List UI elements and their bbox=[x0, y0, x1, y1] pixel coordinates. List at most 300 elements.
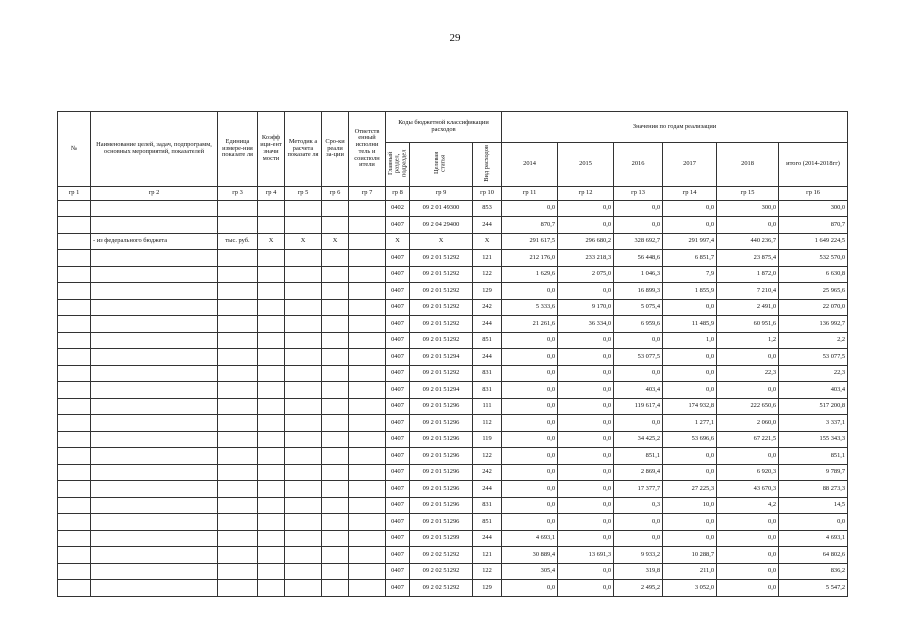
table-cell bbox=[285, 316, 322, 333]
table-cell: 300,0 bbox=[779, 200, 848, 217]
table-cell: 0407 bbox=[386, 497, 410, 514]
table-cell: 7 210,4 bbox=[717, 283, 779, 300]
table-cell: 09 2 01 51296 bbox=[410, 497, 473, 514]
table-cell bbox=[218, 431, 258, 448]
table-row bbox=[58, 530, 848, 547]
table-cell: 831 bbox=[473, 365, 502, 382]
table-cell bbox=[285, 580, 322, 597]
table-cell bbox=[91, 497, 218, 514]
table-cell bbox=[258, 431, 285, 448]
table-cell: 0,0 bbox=[663, 299, 717, 316]
table-cell: 0,0 bbox=[502, 448, 558, 465]
header-kbk-type: Вид расходов bbox=[473, 143, 502, 187]
table-cell: 09 2 02 51292 bbox=[410, 563, 473, 580]
page-number: 29 bbox=[449, 32, 461, 44]
table-cell: 2 495,2 bbox=[614, 580, 663, 597]
header-period: Сро-ки реали за-ции bbox=[322, 112, 349, 187]
table-cell bbox=[91, 200, 218, 217]
table-cell bbox=[258, 299, 285, 316]
header-name: Наименование целей, задач, подпрограмм, основных мероприятий, показателей bbox=[91, 112, 218, 187]
column-number: гр 5 bbox=[285, 186, 322, 200]
table-cell: 0407 bbox=[386, 398, 410, 415]
table-cell bbox=[258, 266, 285, 283]
table-cell bbox=[322, 217, 349, 234]
table-cell bbox=[58, 431, 91, 448]
table-cell bbox=[218, 316, 258, 333]
table-row bbox=[58, 415, 848, 432]
table-cell: 0,0 bbox=[717, 382, 779, 399]
table-cell bbox=[349, 481, 386, 498]
table-cell bbox=[218, 415, 258, 432]
table-cell bbox=[258, 547, 285, 564]
table-cell: 53 077,5 bbox=[779, 349, 848, 366]
table-cell: 0,0 bbox=[558, 200, 614, 217]
column-number: гр 4 bbox=[258, 186, 285, 200]
table-cell: 30 889,4 bbox=[502, 547, 558, 564]
table-cell: 09 2 01 51292 bbox=[410, 365, 473, 382]
table-cell: 09 2 01 51296 bbox=[410, 448, 473, 465]
table-cell bbox=[58, 332, 91, 349]
header-kbk: Коды бюджетной классификации расходов bbox=[386, 112, 502, 143]
table-cell bbox=[91, 382, 218, 399]
header-year-2014: 2014 bbox=[502, 143, 558, 187]
table-cell bbox=[349, 415, 386, 432]
table-cell: 67 221,5 bbox=[717, 431, 779, 448]
table-cell: 2 869,4 bbox=[614, 464, 663, 481]
table-row bbox=[58, 563, 848, 580]
table-cell: 1 872,0 bbox=[717, 266, 779, 283]
table-cell: 0407 bbox=[386, 316, 410, 333]
table-cell bbox=[58, 464, 91, 481]
table-cell: 0,0 bbox=[558, 464, 614, 481]
table-cell bbox=[58, 266, 91, 283]
table-cell bbox=[91, 530, 218, 547]
table-cell: 11 485,9 bbox=[663, 316, 717, 333]
table-cell: 0,0 bbox=[614, 415, 663, 432]
table-cell: 305,4 bbox=[502, 563, 558, 580]
table-cell: 10 288,7 bbox=[663, 547, 717, 564]
table-cell: 09 2 02 51292 bbox=[410, 547, 473, 564]
table-cell: 244 bbox=[473, 217, 502, 234]
table-cell bbox=[218, 580, 258, 597]
table-body bbox=[58, 200, 848, 596]
table-cell: 403,4 bbox=[614, 382, 663, 399]
table-cell: 0407 bbox=[386, 464, 410, 481]
table-cell: 0407 bbox=[386, 299, 410, 316]
table-cell bbox=[258, 283, 285, 300]
table-cell: 0,0 bbox=[558, 530, 614, 547]
table-cell: 0407 bbox=[386, 283, 410, 300]
table-row bbox=[58, 497, 848, 514]
table-cell bbox=[258, 250, 285, 267]
table-cell bbox=[285, 514, 322, 531]
table-row bbox=[58, 365, 848, 382]
table-cell bbox=[258, 514, 285, 531]
table-cell bbox=[322, 563, 349, 580]
table-cell: 111 bbox=[473, 398, 502, 415]
table-cell bbox=[218, 547, 258, 564]
table-cell: 0,0 bbox=[614, 217, 663, 234]
table-cell bbox=[58, 233, 91, 250]
table-cell: 122 bbox=[473, 448, 502, 465]
table-cell: 836,2 bbox=[779, 563, 848, 580]
table-cell: X bbox=[322, 233, 349, 250]
table-cell: 5 075,4 bbox=[614, 299, 663, 316]
table-cell: 403,4 bbox=[779, 382, 848, 399]
header-year-2018: 2018 bbox=[717, 143, 779, 187]
table-cell: 0,0 bbox=[502, 398, 558, 415]
table-cell: 0407 bbox=[386, 563, 410, 580]
table-cell: 233 218,3 bbox=[558, 250, 614, 267]
table-cell: 851 bbox=[473, 514, 502, 531]
table-cell: 244 bbox=[473, 349, 502, 366]
table-cell bbox=[258, 415, 285, 432]
table-cell bbox=[322, 481, 349, 498]
table-cell bbox=[285, 398, 322, 415]
table-cell: 2 491,0 bbox=[717, 299, 779, 316]
table-cell: 0,0 bbox=[558, 563, 614, 580]
table-cell: 0,0 bbox=[663, 448, 717, 465]
table-cell: 121 bbox=[473, 547, 502, 564]
table-cell bbox=[349, 514, 386, 531]
table-cell: 09 2 01 51296 bbox=[410, 464, 473, 481]
column-number: гр 1 bbox=[58, 186, 91, 200]
budget-table bbox=[57, 111, 848, 597]
table-cell: 2 060,0 bbox=[717, 415, 779, 432]
table-cell: 0,0 bbox=[558, 349, 614, 366]
table-cell bbox=[349, 266, 386, 283]
table-cell bbox=[322, 464, 349, 481]
table-cell bbox=[58, 547, 91, 564]
table-cell: 0,0 bbox=[663, 349, 717, 366]
table-cell: X bbox=[285, 233, 322, 250]
table-cell bbox=[322, 497, 349, 514]
table-cell: 242 bbox=[473, 464, 502, 481]
header-year-2015: 2015 bbox=[558, 143, 614, 187]
table-cell: 0,0 bbox=[502, 481, 558, 498]
table-cell: 0,0 bbox=[717, 514, 779, 531]
table-cell bbox=[58, 200, 91, 217]
table-cell: 244 bbox=[473, 530, 502, 547]
table-cell: 17 377,7 bbox=[614, 481, 663, 498]
table-row bbox=[58, 481, 848, 498]
table-cell: 6 630,8 bbox=[779, 266, 848, 283]
table-cell: 0,0 bbox=[558, 481, 614, 498]
table-cell: 291 997,4 bbox=[663, 233, 717, 250]
table-cell bbox=[258, 497, 285, 514]
table-cell bbox=[91, 283, 218, 300]
table-cell bbox=[322, 448, 349, 465]
table-cell: 27 225,3 bbox=[663, 481, 717, 498]
column-number: гр 10 bbox=[473, 186, 502, 200]
table-cell: 0407 bbox=[386, 217, 410, 234]
table-cell: 0,0 bbox=[663, 514, 717, 531]
table-cell: 0,0 bbox=[558, 415, 614, 432]
table-cell bbox=[218, 332, 258, 349]
table-cell: 440 236,7 bbox=[717, 233, 779, 250]
table-cell: 0,0 bbox=[717, 580, 779, 597]
table-cell: 0407 bbox=[386, 349, 410, 366]
table-cell: 5 333,6 bbox=[502, 299, 558, 316]
table-cell bbox=[285, 415, 322, 432]
table-cell: 122 bbox=[473, 266, 502, 283]
table-row bbox=[58, 547, 848, 564]
table-row bbox=[58, 580, 848, 597]
table-cell: 16 899,3 bbox=[614, 283, 663, 300]
table-cell: 0,0 bbox=[717, 217, 779, 234]
table-cell: 0407 bbox=[386, 514, 410, 531]
column-number: гр 14 bbox=[663, 186, 717, 200]
table-cell: 09 2 01 51294 bbox=[410, 349, 473, 366]
table-cell: 0,0 bbox=[717, 530, 779, 547]
table-cell: 0,0 bbox=[663, 464, 717, 481]
table-cell: 23 875,4 bbox=[717, 250, 779, 267]
table-cell: X bbox=[258, 233, 285, 250]
table-cell: 0,0 bbox=[779, 514, 848, 531]
table-row bbox=[58, 332, 848, 349]
table-cell: 112 bbox=[473, 415, 502, 432]
table-cell: 7,9 bbox=[663, 266, 717, 283]
table-cell bbox=[349, 283, 386, 300]
table-cell: 09 2 01 51292 bbox=[410, 299, 473, 316]
table-cell: 155 343,3 bbox=[779, 431, 848, 448]
table-cell bbox=[322, 365, 349, 382]
table-cell: 517 200,8 bbox=[779, 398, 848, 415]
table-cell bbox=[258, 316, 285, 333]
table-cell: 296 680,2 bbox=[558, 233, 614, 250]
column-number: гр 7 bbox=[349, 186, 386, 200]
table-cell: 0,0 bbox=[502, 580, 558, 597]
table-cell: 300,0 bbox=[717, 200, 779, 217]
table-cell bbox=[285, 448, 322, 465]
table-cell bbox=[58, 448, 91, 465]
table-cell bbox=[91, 316, 218, 333]
table-cell bbox=[58, 497, 91, 514]
table-cell bbox=[322, 283, 349, 300]
table-cell: 0407 bbox=[386, 266, 410, 283]
table-cell: 0,0 bbox=[502, 200, 558, 217]
table-cell: 1 629,6 bbox=[502, 266, 558, 283]
table-row bbox=[58, 464, 848, 481]
table-cell bbox=[258, 580, 285, 597]
header-year-2016: 2016 bbox=[614, 143, 663, 187]
table-cell bbox=[322, 398, 349, 415]
table-cell: 212 176,0 bbox=[502, 250, 558, 267]
table-cell: 36 334,0 bbox=[558, 316, 614, 333]
table-cell bbox=[322, 580, 349, 597]
table-cell: 0,0 bbox=[502, 332, 558, 349]
table-cell: 0,0 bbox=[717, 349, 779, 366]
table-cell bbox=[285, 547, 322, 564]
table-cell: 0407 bbox=[386, 332, 410, 349]
table-cell: 0,0 bbox=[558, 497, 614, 514]
table-row bbox=[58, 266, 848, 283]
table-cell bbox=[91, 332, 218, 349]
column-number: гр 15 bbox=[717, 186, 779, 200]
table-cell bbox=[58, 530, 91, 547]
table-cell: 0,0 bbox=[502, 365, 558, 382]
table-cell: 09 2 01 51296 bbox=[410, 481, 473, 498]
table-cell: 0,0 bbox=[502, 283, 558, 300]
table-cell bbox=[322, 547, 349, 564]
table-cell: 0,0 bbox=[502, 514, 558, 531]
table-cell: 0,0 bbox=[614, 200, 663, 217]
table-cell bbox=[322, 349, 349, 366]
table-cell: 0,0 bbox=[502, 415, 558, 432]
table-cell bbox=[258, 530, 285, 547]
table-cell bbox=[322, 415, 349, 432]
table-cell: 09 2 01 51296 bbox=[410, 514, 473, 531]
table-cell: 870,7 bbox=[779, 217, 848, 234]
table-cell: 3 052,0 bbox=[663, 580, 717, 597]
table-cell bbox=[285, 217, 322, 234]
table-cell bbox=[322, 250, 349, 267]
table-cell: X bbox=[410, 233, 473, 250]
table-cell: 0407 bbox=[386, 415, 410, 432]
table-cell bbox=[349, 398, 386, 415]
table-cell bbox=[58, 563, 91, 580]
table-cell: 60 951,6 bbox=[717, 316, 779, 333]
table-cell: тыс. руб. bbox=[218, 233, 258, 250]
table-cell: 9 170,0 bbox=[558, 299, 614, 316]
table-cell: 0,0 bbox=[663, 217, 717, 234]
table-row bbox=[58, 316, 848, 333]
table-cell bbox=[218, 563, 258, 580]
table-cell bbox=[91, 481, 218, 498]
table-cell: 53 696,6 bbox=[663, 431, 717, 448]
table-cell: 09 2 01 51299 bbox=[410, 530, 473, 547]
table-cell: 532 570,0 bbox=[779, 250, 848, 267]
table-cell: 09 2 01 51296 bbox=[410, 415, 473, 432]
table-cell bbox=[91, 415, 218, 432]
table-cell: 831 bbox=[473, 497, 502, 514]
column-number: гр 16 bbox=[779, 186, 848, 200]
table-cell bbox=[258, 448, 285, 465]
table-cell: 09 2 01 51292 bbox=[410, 250, 473, 267]
table-cell bbox=[285, 283, 322, 300]
column-number: гр 13 bbox=[614, 186, 663, 200]
table-cell bbox=[285, 481, 322, 498]
table-cell bbox=[91, 431, 218, 448]
table-cell bbox=[218, 217, 258, 234]
table-cell: 211,0 bbox=[663, 563, 717, 580]
header-kbk-article: Целевая статья bbox=[410, 143, 473, 187]
table-cell bbox=[58, 299, 91, 316]
table-cell bbox=[322, 332, 349, 349]
table-cell: 222 650,6 bbox=[717, 398, 779, 415]
table-cell: 14,5 bbox=[779, 497, 848, 514]
table-cell bbox=[322, 266, 349, 283]
table-cell: 129 bbox=[473, 580, 502, 597]
table-cell: 0,0 bbox=[614, 365, 663, 382]
table-cell: 4 693,1 bbox=[502, 530, 558, 547]
table-cell: 319,8 bbox=[614, 563, 663, 580]
table-cell: 5 547,2 bbox=[779, 580, 848, 597]
table-cell: 136 992,7 bbox=[779, 316, 848, 333]
table-cell: 10,0 bbox=[663, 497, 717, 514]
table-cell bbox=[285, 530, 322, 547]
table-row bbox=[58, 448, 848, 465]
table-cell bbox=[218, 481, 258, 498]
table-cell: 0,0 bbox=[558, 514, 614, 531]
table-cell bbox=[322, 316, 349, 333]
table-row bbox=[58, 349, 848, 366]
header-values: Значения по годам реализации bbox=[502, 112, 848, 143]
table-cell: 174 932,8 bbox=[663, 398, 717, 415]
table-cell: 0,0 bbox=[717, 563, 779, 580]
table-cell: 851,1 bbox=[614, 448, 663, 465]
table-cell bbox=[91, 365, 218, 382]
table-cell bbox=[285, 200, 322, 217]
table-cell: 0,0 bbox=[558, 398, 614, 415]
table-cell: 09 2 02 51292 bbox=[410, 580, 473, 597]
table-cell: 1,0 bbox=[663, 332, 717, 349]
table-cell: 0,0 bbox=[502, 382, 558, 399]
table-cell: 9 933,2 bbox=[614, 547, 663, 564]
table-cell: 0407 bbox=[386, 547, 410, 564]
column-number: гр 6 bbox=[322, 186, 349, 200]
table-cell bbox=[349, 299, 386, 316]
column-number-row bbox=[58, 186, 848, 200]
table-cell: 0,0 bbox=[558, 217, 614, 234]
table-cell: 43 670,3 bbox=[717, 481, 779, 498]
table-cell bbox=[218, 514, 258, 531]
header-responsible: Ответств енный исполни тель и соисполн ители bbox=[349, 112, 386, 187]
table-cell bbox=[218, 250, 258, 267]
table-cell: 1 649 224,5 bbox=[779, 233, 848, 250]
table-cell bbox=[91, 547, 218, 564]
table-cell: 13 691,3 bbox=[558, 547, 614, 564]
table-row bbox=[58, 514, 848, 531]
table-cell: 34 425,2 bbox=[614, 431, 663, 448]
table-cell bbox=[58, 580, 91, 597]
table-cell: 0,0 bbox=[558, 382, 614, 399]
table-cell bbox=[349, 448, 386, 465]
table-cell bbox=[349, 547, 386, 564]
table-cell bbox=[258, 398, 285, 415]
table-cell bbox=[349, 580, 386, 597]
table-cell bbox=[258, 563, 285, 580]
table-cell bbox=[218, 283, 258, 300]
table-cell bbox=[349, 464, 386, 481]
table-cell: 0407 bbox=[386, 580, 410, 597]
table-row bbox=[58, 283, 848, 300]
table-cell: 09 2 01 51292 bbox=[410, 316, 473, 333]
table-cell bbox=[218, 266, 258, 283]
table-cell bbox=[58, 283, 91, 300]
table-cell bbox=[322, 382, 349, 399]
table-cell bbox=[91, 563, 218, 580]
table-cell bbox=[322, 530, 349, 547]
table-cell bbox=[349, 365, 386, 382]
table-cell bbox=[285, 349, 322, 366]
column-number: гр 2 bbox=[91, 186, 218, 200]
table-cell: 328 692,7 bbox=[614, 233, 663, 250]
table-cell bbox=[91, 299, 218, 316]
table-cell bbox=[258, 349, 285, 366]
table-cell: 1 855,9 bbox=[663, 283, 717, 300]
table-cell: 21 261,6 bbox=[502, 316, 558, 333]
header-kbk-section: Главный раздел, подраздел bbox=[386, 143, 410, 187]
table-cell bbox=[218, 497, 258, 514]
table-cell bbox=[58, 217, 91, 234]
table-cell: X bbox=[386, 233, 410, 250]
table-cell: 0,0 bbox=[558, 332, 614, 349]
table-cell: 1 277,1 bbox=[663, 415, 717, 432]
header-unit: Единица измере-ния показате ля bbox=[218, 112, 258, 187]
table-cell: 0407 bbox=[386, 431, 410, 448]
header-year-2017: 2017 bbox=[663, 143, 717, 187]
